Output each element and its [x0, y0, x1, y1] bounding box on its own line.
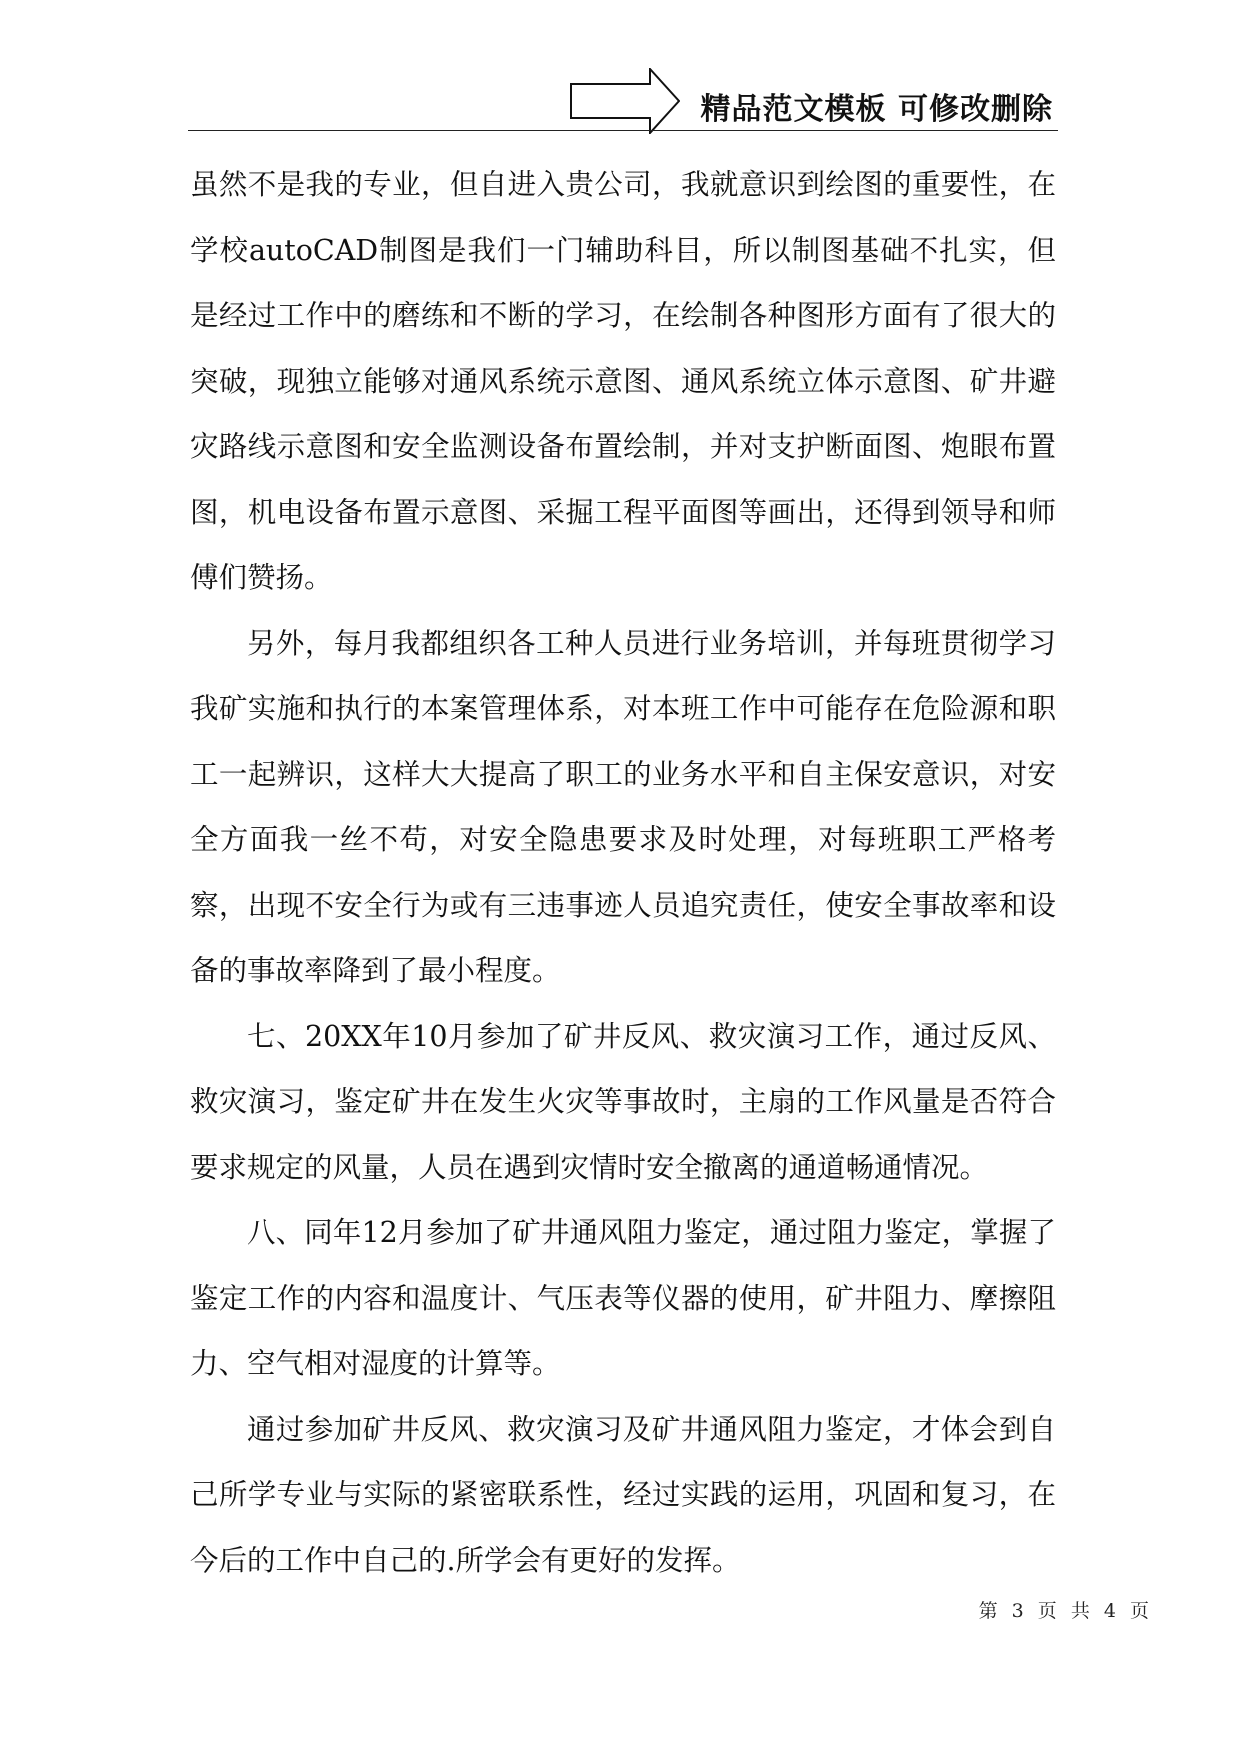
header-title: 精品范文模板 可修改删除: [700, 92, 1053, 127]
header-divider: [188, 130, 1058, 131]
paragraph-5: 通过参加矿井反风、救灾演习及矿井通风阻力鉴定，才体会到自己所学专业与实际的紧密联系性，经过实践的运用，巩固和复习，在今后的工作中自己的.所学会有更好的发挥。: [190, 1412, 1056, 1577]
right-arrow-icon: [570, 68, 680, 134]
document-body: [190, 152, 1056, 1593]
page-number: 第 3 页 共 4 页: [978, 1600, 1153, 1622]
paragraph-2: 另外，每月我都组织各工种人员进行业务培训，并每班贯彻学习我矿实施和执行的本案管理体系，对本班工作中可能存在危险源和职工一起辨识，这样大大提高了职工的业务水平和自主保安意识，对安全方面我一丝不苟，对安全隐患要求及时处理，对每班职工严格考察，出现不安全行为或有三违事迹人员追究责任，使安全事故率和设备的事故率降到了最小程度。: [190, 626, 1056, 987]
paragraph-1: 虽然不是我的专业，但自进入贵公司，我就意识到绘图的重要性，在学校autoCAD制图是我们一门辅助科目，所以制图基础不扎实，但是经过工作中的磨练和不断的学习，在绘制各种图形方面有了很大的突破，现独立能够对通风系统示意图、通风系统立体示意图、矿井避灾路线示意图和安全监测设备布置绘制，并对支护断面图、炮眼布置图，机电设备布置示意图、采掘工程平面图等画出，还得到领导和师傅们赞扬。: [190, 168, 1056, 594]
paragraph-3: 七、20XX年10月参加了矿井反风、救灾演习工作，通过反风、救灾演习，鉴定矿井在发生火灾等事故时，主扇的工作风量是否符合要求规定的风量，人员在遇到灾情时安全撤离的通道畅通情况。: [190, 1019, 1056, 1184]
paragraph-4: 八、同年12月参加了矿井通风阻力鉴定，通过阻力鉴定，掌握了鉴定工作的内容和温度计、气压表等仪器的使用，矿井阻力、摩擦阻力、空气相对湿度的计算等。: [190, 1216, 1056, 1380]
page-header: [0, 0, 1241, 140]
